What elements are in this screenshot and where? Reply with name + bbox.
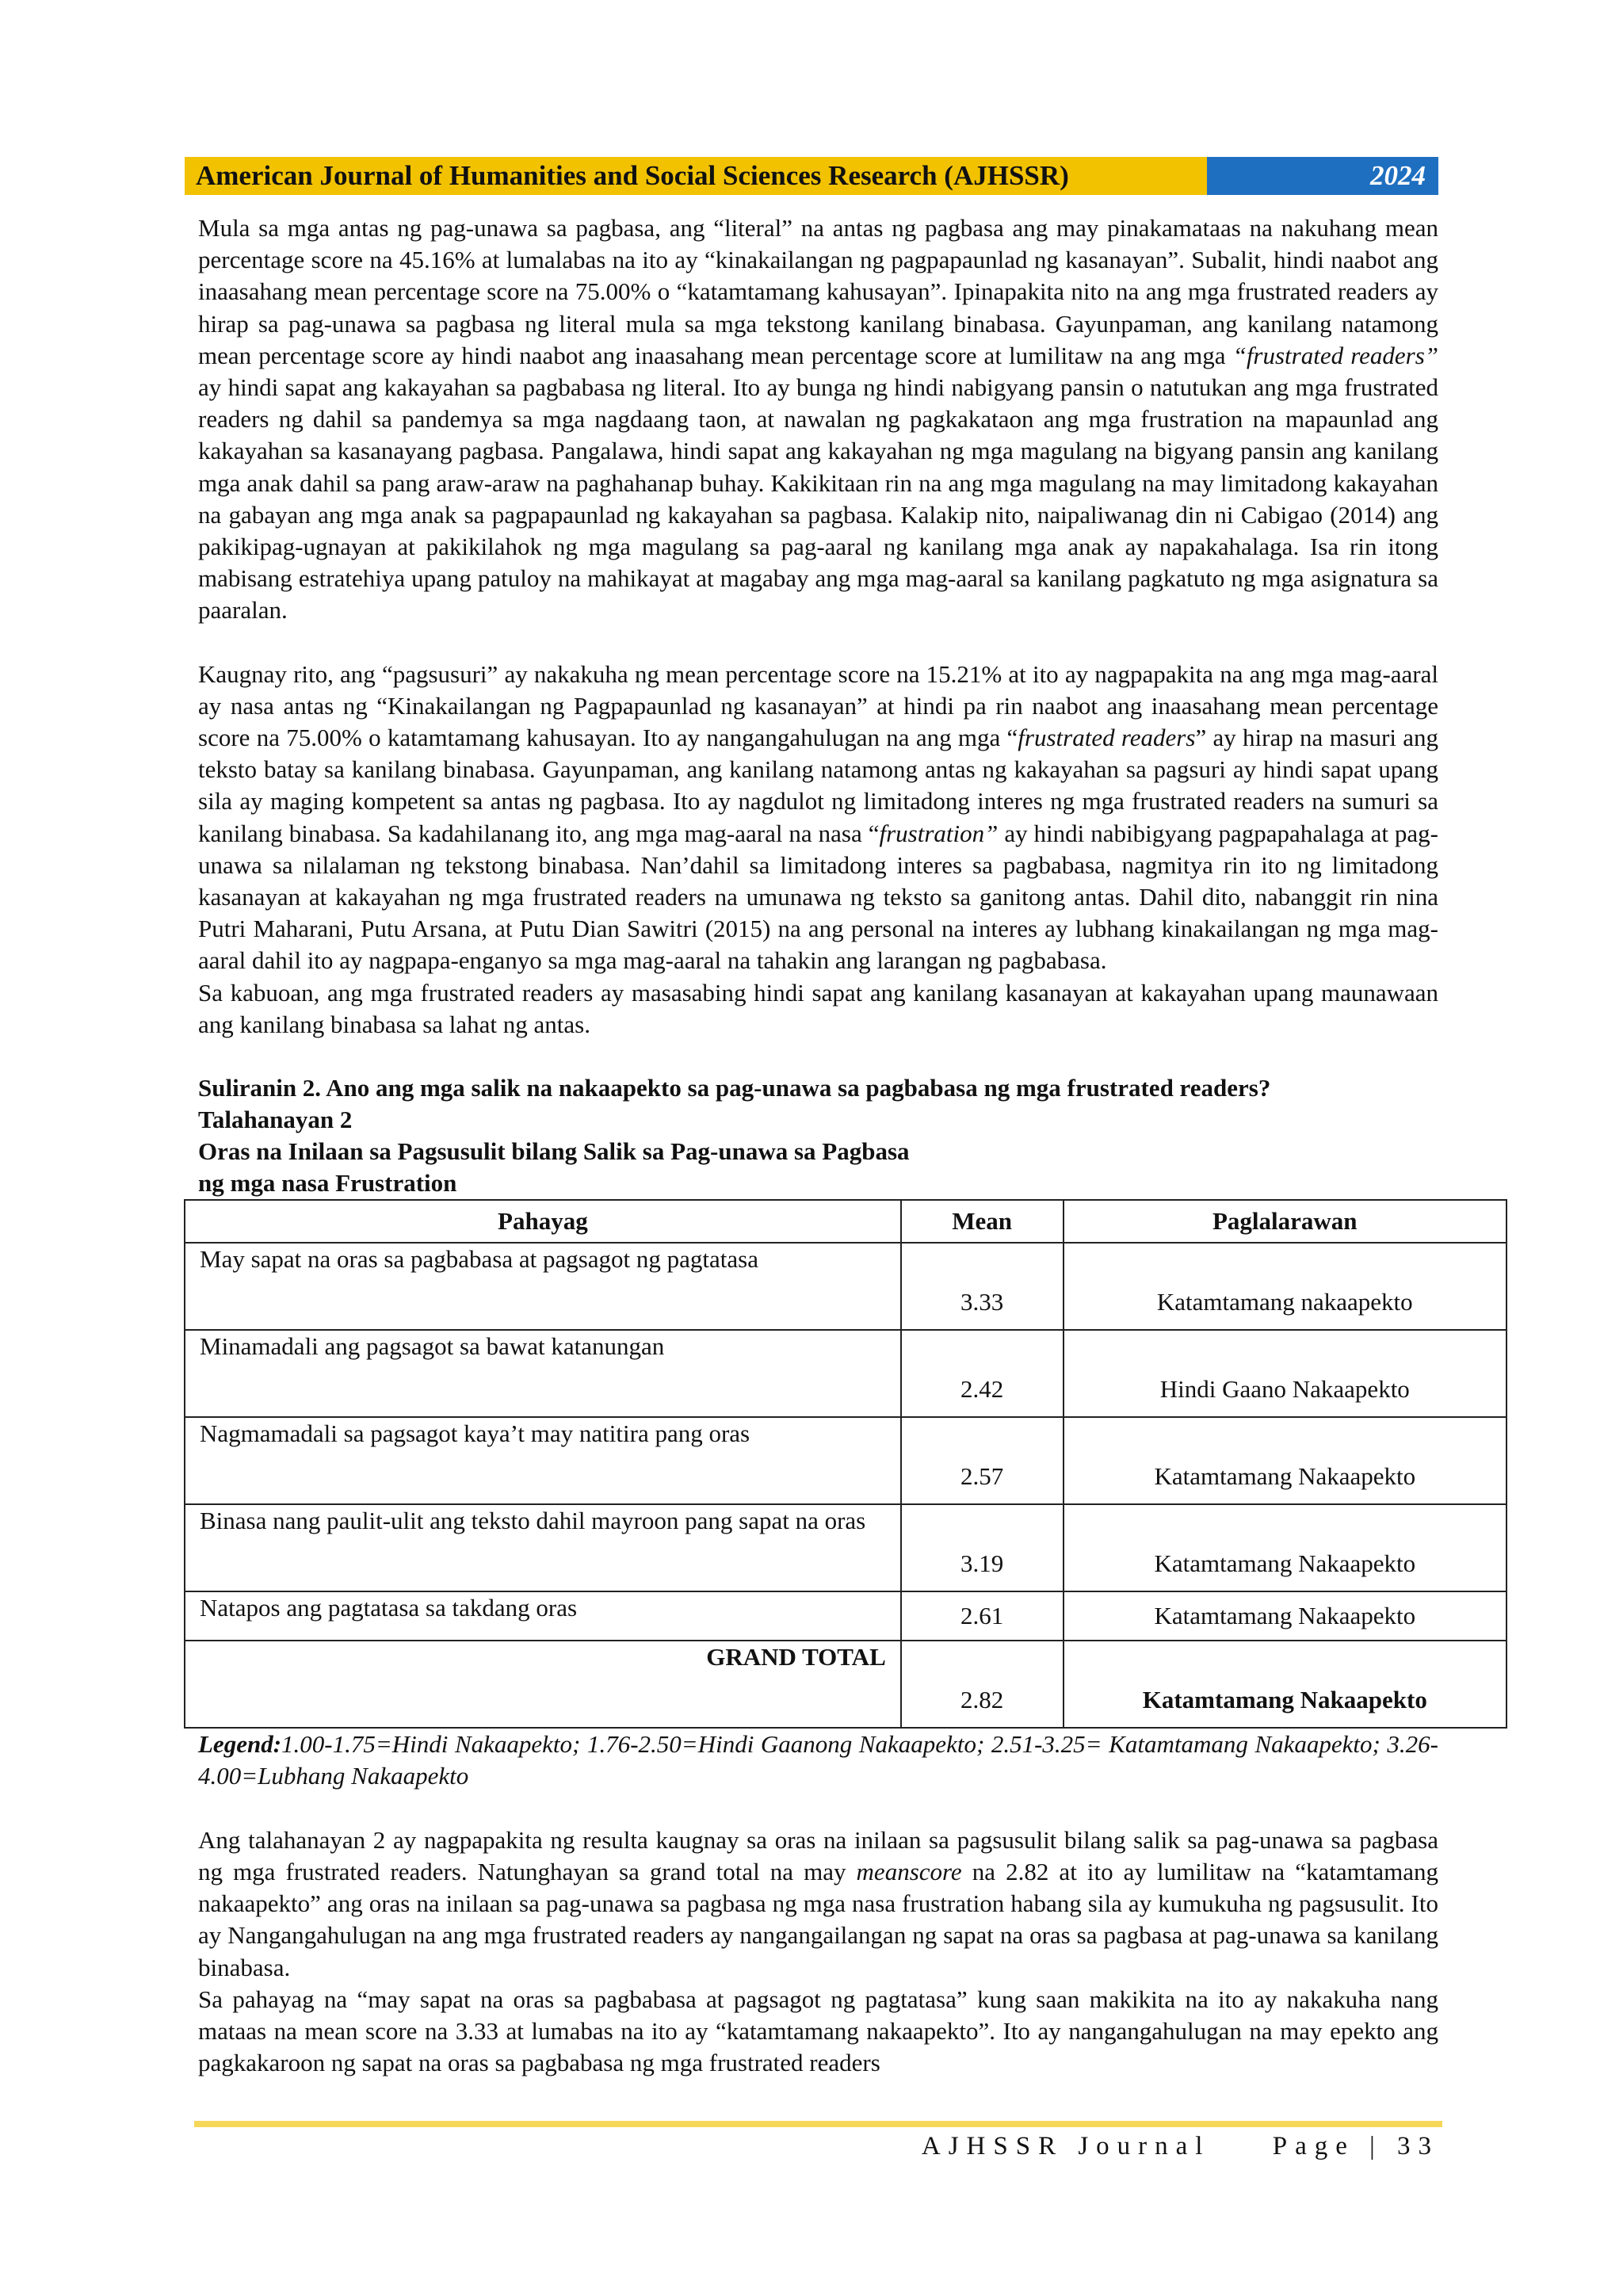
section-heading: Suliranin 2. Ano ang mga salik na nakaapekto sa pag-unawa sa pagbabasa ng mga frustrated readers? <box>198 1074 1271 1102</box>
grand-total-description: Katamtamang Nakaapekto <box>1064 1641 1507 1728</box>
journal-year: 2024 <box>1207 157 1438 195</box>
header-paglalarawan: Paglalarawan <box>1064 1200 1507 1243</box>
table-number: Talahanayan 2 <box>198 1106 353 1134</box>
table-header-row <box>185 1200 1507 1243</box>
paragraph-literal: Mula sa mga antas ng pag-unawa sa pagbasa, ang “literal” na antas ng pagbasa ang may pinakamataas na nakuhang mean percentage score na 45.16% at lumalabas na ito ay “kinakailangan ng pagpapaunlad ng kasanayan”. Subalit, hindi naabot ang inaasahang mean percentage score na 75.00% o “katamtamang kahusayan”. Ipinapakita nito na ang mga frustrated readers ay hirap sa pag-unawa sa pagbasa ng literal mula sa mga tekstong kanilang binabasa. Gayunpaman, ang kanilang natamong mean percentage score ay hindi naabot ang inaasahang mean percentage score at lumilitaw na ang mga “frustrated readers” ay hindi sapat ang kakayahan sa pagbabasa ng literal. Ito ay bunga ng hindi nabigyang pansin o natutukan ang mga frustrated readers ng dahil sa pandemya sa mga nagdaang taon, at nawalan ng pagkakataon ang mga frustration na mapaunlad ang kakayahan sa kasanayang pagbasa. Pangalawa, hindi sapat ang kakayahan ng mga magulang na bigyang pansin ang kanilang mga anak dahil sa pang araw-araw na paghahanap buhay. Kakikitaan rin na ang mga magulang na may limitadong kakayahan na gabayan ang mga anak sa pagpapaunlad ng kakayahan sa pagbasa. Kalakip nito, naipaliwanag din ni Cabigao (2014) ang pakikipag-ugnayan at pakikilahok ng mga magulang sa pag-aaral ng kanilang mga anak ay napakahalaga. Isa rin itong mabisang estratehiya upang patuloy na mahikayat at magabay ang mga mag-aaral sa kanilang pagkatuto ng mga asignatura sa paaralan. <box>198 214 1438 625</box>
journal-header <box>185 157 1438 195</box>
grand-total-mean: 2.82 <box>901 1641 1064 1728</box>
table-row: Minamadali ang pagsagot sa bawat katanungan 2.42 Hindi Gaano Nakaapekto <box>185 1330 1507 1417</box>
table-title-line2: ng mga nasa Frustration <box>198 1169 457 1198</box>
journal-title: American Journal of Humanities and Social Sciences Research (AJHSSR) <box>185 157 1207 195</box>
header-pahayag: Pahayag <box>185 1200 901 1243</box>
paragraph-sapat-na-oras: Sa pahayag na “may sapat na oras sa pagbabasa at pagsagot ng pagtatasa” kung saan makikita na ito ay nakakuha nang mataas na mean score na 3.33 at lumabas na ito ay “katamtamang nakaapekto”. Ito ay nangangahulugan na may epekto ang pagkakaroon ng sapat na oras sa pagbabasa ng mga frustrated readers <box>198 1985 1438 2077</box>
footer-journal: AJHSSR Journal <box>921 2132 1211 2160</box>
paragraph-pagsusuri: Kaugnay rito, ang “pagsusuri” ay nakakuha ng mean percentage score na 15.21% at ito ay nagpapakita na ang mga mag-aaral ay nasa antas ng “Kinakailangan ng Pagpapaunlad ng kasanayan” at hindi pa rin naabot ang inaasahang mean percentage score na 75.00% o katamtamang kahusayan. Ito ay nangangahulugan na ang mga “frustrated readers” ay hirap na masuri ang teksto batay sa kanilang binabasa. Gayunpaman, ang kanilang natamong antas ng kakayahan sa pagsuri ay hindi sapat upang sila ay maging kompetent sa antas ng pagbasa. Ito ay nagdulot ng limitadong interes ng mga frustrated readers na sumuri sa kanilang binabasa. Sa kadahilanang ito, ang mga mag-aaral na nasa “frustration” ay hindi nabibigyang pagpapahalaga at pag-unawa sa nilalaman ng tekstong binabasa. Nan’dahil sa limitadong interes sa pagbabasa, nagmitya rin ito ng limitadong kasanayan at kakayahan ng mga frustrated readers na umunawa ng teksto sa ganitong antas. Dahil dito, nabanggit rin nina Putri Maharani, Putu Arsana, at Putu Dian Sawitri (2015) na ang personal na interes ay lubhang kinakailangan ng mga mag-aaral dahil ito ay nagpapa-enganyo sa mga mag-aaral na tahakin ang larangan ng pagbabasa. <box>198 659 1438 975</box>
table-row: Nagmamadali sa pagsagot kaya’t may natitira pang oras 2.57 Katamtamang Nakaapekto <box>185 1417 1507 1504</box>
table-row: Natapos ang pagtatasa sa takdang oras 2.61 Katamtamang Nakaapekto <box>185 1591 1507 1641</box>
footer-divider <box>194 2121 1442 2127</box>
results-table <box>184 1199 1507 1729</box>
paragraph-table-interpretation: Ang talahanayan 2 ay nagpapakita ng resulta kaugnay sa oras na inilaan sa pagsusulit bilang salik sa pag-unawa sa pagbasa ng mga frustrated readers. Natunghayan sa grand total na may meanscore na 2.82 at ito ay lumilitaw na “katamtamang nakaapekto” ang oras na inilaan sa pag-unawa sa pagbasa ng mga nasa frustration habang sila ay kumukuha ng pagsusulit. Ito ay Nangangahulugan na ang mga frustrated readers ay nangangailangan ng sapat na oras sa pagbasa at pag-unawa sa kanilang binabasa. <box>198 1825 1438 1981</box>
page-content <box>198 212 1438 2079</box>
page-footer <box>922 2132 1439 2161</box>
table-legend: Legend:1.00-1.75=Hindi Nakaapekto; 1.76-2.50=Hindi Gaanong Nakaapekto; 2.51-3.25= Katamtamang Nakaapekto; 3.26-4.00=Lubhang Nakaapekto <box>198 1730 1438 1790</box>
table-row: May sapat na oras sa pagbabasa at pagsagot ng pagtatasa 3.33 Katamtamang nakaapekto <box>185 1243 1507 1330</box>
grand-total-label: GRAND TOTAL <box>185 1641 901 1728</box>
header-mean: Mean <box>901 1200 1064 1243</box>
paragraph-kabuoan: Sa kabuoan, ang mga frustrated readers ay masasabing hindi sapat ang kanilang kasanayan at kakayahan upang maunawaan ang kanilang binabasa sa lahat ng antas. <box>198 978 1438 1038</box>
table-row: Binasa nang paulit-ulit ang teksto dahil mayroon pang sapat na oras 3.19 Katamtamang Nakaapekto <box>185 1504 1507 1591</box>
table-title: Oras na Inilaan sa Pagsusulit bilang Salik sa Pag-unawa sa Pagbasa <box>198 1137 910 1166</box>
grand-total-row <box>185 1641 1507 1728</box>
page-number: Page | 33 <box>1272 2132 1439 2160</box>
